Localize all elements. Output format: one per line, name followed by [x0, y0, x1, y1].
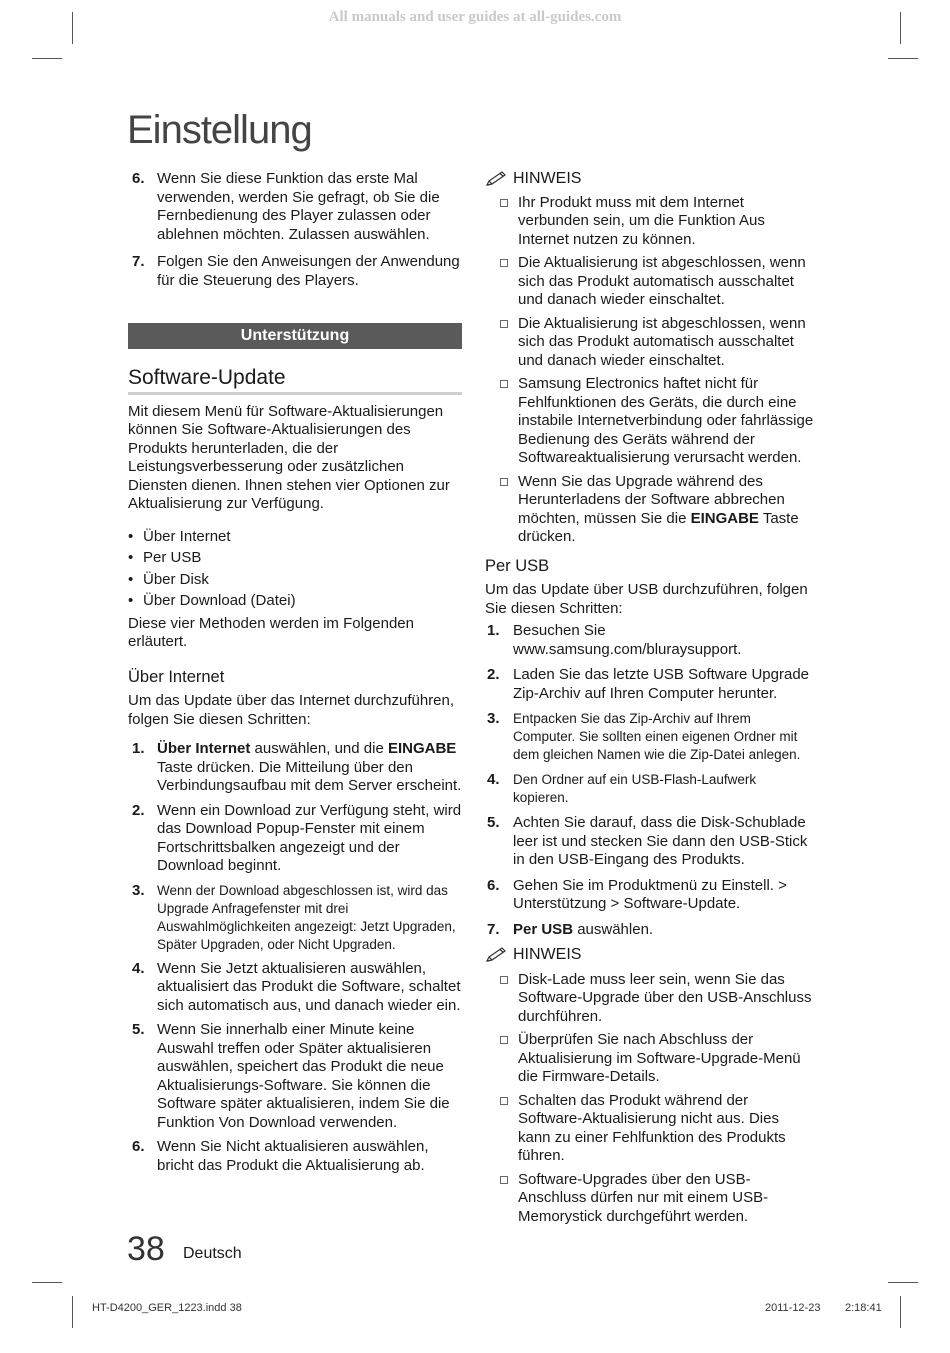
crop-mark	[72, 1296, 73, 1328]
list-item: • Über Internet	[128, 526, 462, 548]
note-header	[485, 946, 815, 965]
step-number: 3.	[487, 710, 500, 727]
step-text: Achten Sie darauf, dass die Disk-Schublade leer ist und stecken Sie dann den USB-Stick in den USB-Eingang des Produkts.	[513, 814, 808, 868]
step-number: 6.	[132, 1138, 145, 1155]
step-text: Den Ordner auf ein USB-Flash-Laufwerk kopieren.	[513, 772, 757, 805]
note-text: Wenn Sie das Upgrade während des Herunterladens der Software abbrechen möchten, müssen Sie die	[518, 472, 785, 527]
step-text: Wenn Sie Nicht aktualisieren auswählen, bricht das Produkt die Aktualisierung ab.	[157, 1138, 429, 1174]
page-number: 38	[127, 1230, 165, 1268]
page-language: Deutsch	[183, 1245, 242, 1262]
note-text: Taste drücken.	[518, 509, 799, 545]
right-column	[485, 170, 815, 1231]
square-bullet-icon	[500, 320, 508, 328]
list-item	[485, 877, 815, 914]
step-number: 7.	[487, 920, 500, 938]
section-bar: Unterstützung	[128, 323, 462, 349]
step-text: Wenn der Download abgeschlossen ist, wird das Upgrade Anfragefenster mit drei Auswahlmöglichkeiten angezeigt: Jetzt Upgraden, Später Upgraden, oder Nicht Upgraden.	[157, 882, 456, 952]
step-text: Gehen Sie im Produktmenü zu Einstell. > Unterstützung > Software-Update.	[513, 876, 787, 912]
list-item	[128, 1021, 462, 1132]
print-date: 2011-12-23	[765, 1302, 821, 1314]
usb-steps	[485, 622, 815, 939]
internet-intro: Um das Update über das Internet durchzuführen, folgen Sie diesen Schritten:	[128, 692, 455, 728]
square-bullet-icon	[500, 1176, 508, 1184]
step-text: Laden Sie das letzte USB Software Upgrade Zip-Archiv auf Ihren Computer herunter.	[513, 666, 810, 702]
list-item	[485, 814, 815, 870]
step-number: 6.	[487, 876, 500, 894]
step-number: 2.	[487, 666, 500, 683]
note-text: Disk-Lade muss leer sein, wenn Sie das Software-Upgrade über den USB-Anschluss durchführen.	[518, 970, 812, 1025]
list-item: • Über Download (Datei)	[128, 590, 462, 612]
crop-mark	[900, 12, 901, 44]
step-number: 4.	[487, 771, 500, 788]
page-title: Einstellung	[127, 108, 312, 152]
step-text: Wenn Sie diese Funktion das erste Mal verwenden, werden Sie gefragt, ob Sie die Fernbedienung des Player zulassen oder ablehnen möchten. Zulassen auswählen.	[157, 170, 440, 243]
list-item	[485, 194, 815, 250]
step-text: Wenn ein Download zur Verfügung steht, wird das Download Popup-Fenster mit einem Fortschrittsbalken angezeigt und der Download beginnt.	[157, 801, 462, 874]
step-number: 5.	[487, 814, 500, 831]
square-bullet-icon	[500, 976, 508, 984]
list-item	[485, 771, 815, 807]
intro-paragraph: Mit diesem Menü für Software-Aktualisierungen können Sie Software-Aktualisierungen des Produkts herunterladen, die der Leistungsverbesserung oder zusätzlichen Diensten dienen. Ihnen stehen vier Optionen zur Aktualisierung zur Verfügung.	[128, 402, 450, 512]
note-text: Die Aktualisierung ist abgeschlossen, wenn sich das Produkt automatisch ausschaltet und danach wieder einschaltet.	[518, 314, 806, 369]
step-text: Besuchen Sie www.samsung.com/bluraysupport.	[513, 622, 742, 658]
options-list	[128, 526, 462, 612]
step-text: Wenn Sie Jetzt aktualisieren auswählen, aktualisiert das Produkt die Software, schaltet sich automatisch aus, und danach wieder ein.	[157, 959, 461, 1014]
watermark: All manuals and user guides at all-guides.com	[328, 9, 622, 25]
crop-mark	[900, 1296, 901, 1328]
square-bullet-icon	[500, 1036, 508, 1044]
step-text: auswählen, und die	[250, 740, 388, 757]
subheading-internet: Über Internet	[128, 667, 225, 686]
print-file-name: HT-D4200_GER_1223.indd 38	[92, 1302, 242, 1314]
list-item	[485, 254, 815, 310]
step-number: 6.	[132, 170, 145, 187]
list-item	[485, 666, 815, 703]
square-bullet-icon	[500, 380, 508, 388]
list-item	[485, 622, 815, 659]
bold-term: EINGABE	[690, 509, 759, 527]
subheading-usb: Per USB	[485, 556, 550, 575]
list-item	[128, 1138, 462, 1175]
list-item	[128, 882, 462, 954]
step-number: 4.	[132, 959, 145, 977]
list-item	[485, 1171, 815, 1227]
list-item	[128, 960, 462, 1016]
pencil-icon	[485, 170, 509, 188]
note-text: Die Aktualisierung ist abgeschlossen, wenn sich das Produkt automatisch ausschaltet und danach wieder einschaltet.	[518, 254, 806, 308]
list-item	[485, 315, 815, 371]
list-item	[485, 1092, 815, 1166]
step-number: 2.	[132, 801, 145, 819]
step-number: 5.	[132, 1021, 145, 1038]
note-header	[485, 170, 815, 189]
print-time: 2:18:41	[845, 1302, 882, 1314]
step-text: Entpacken Sie das Zip-Archiv auf Ihrem Computer. Sie sollten einen eigenen Ordner mit dem gleichen Namen wie die Zip-Datei anlegen.	[513, 711, 801, 762]
bold-term: Über Internet	[157, 740, 251, 757]
note-text: Schalten das Produkt während der Software-Aktualisierung nicht aus. Dies kann zu einer Fehlfunktion des Produkts führen.	[518, 1091, 786, 1164]
step-number: 1.	[487, 622, 500, 639]
step-number: 1.	[132, 740, 145, 757]
step-text: Folgen Sie den Anweisungen der Anwendung für die Steuerung des Players.	[157, 253, 460, 289]
left-column	[128, 170, 462, 1181]
methods-text: Diese vier Methoden werden im Folgenden erläutert.	[128, 614, 414, 650]
crop-mark	[72, 12, 73, 44]
note-text: Überprüfen Sie nach Abschluss der Aktualisierung im Software-Upgrade-Menü die Firmware-Details.	[518, 1031, 801, 1085]
crop-mark	[888, 1282, 918, 1283]
list-item	[485, 921, 815, 940]
square-bullet-icon	[500, 1097, 508, 1105]
note-text: Software-Upgrades über den USB-Anschluss dürfen nur mit einem USB-Memorystick durchgeführt werden.	[518, 1170, 769, 1225]
crop-mark	[32, 58, 62, 59]
notes-list	[485, 194, 815, 547]
note-text: Ihr Produkt muss mit dem Internet verbunden sein, um die Funktion Aus Internet nutzen zu können.	[518, 193, 765, 248]
list-item	[128, 253, 462, 290]
bold-term: EINGABE	[387, 740, 457, 757]
square-bullet-icon	[500, 259, 508, 267]
note-label: HINWEIS	[513, 946, 582, 963]
list-item: • Über Disk	[128, 569, 462, 591]
crop-mark	[888, 58, 918, 59]
intro-steps	[128, 170, 462, 290]
step-number: 3.	[132, 881, 145, 899]
list-item	[485, 473, 815, 547]
square-bullet-icon	[500, 199, 508, 207]
list-item	[485, 1031, 815, 1087]
bold-term: Per USB	[513, 920, 574, 938]
note-text: Samsung Electronics haftet nicht für Fehlfunktionen des Geräts, die durch eine instabile Internetverbindung oder fahrlässige Bedienung des Geräts während der Softwareaktualisierung verursacht werden.	[518, 375, 814, 466]
list-item	[485, 375, 815, 468]
note-label: HINWEIS	[513, 170, 582, 187]
square-bullet-icon	[500, 478, 508, 486]
section-heading: Software-Update	[128, 369, 462, 395]
step-text: Taste drücken. Die Mitteilung über den Verbindungsaufbau mit dem Server erscheint.	[157, 758, 462, 794]
step-number: 7.	[132, 253, 145, 270]
pencil-icon	[485, 946, 509, 964]
list-item: • Per USB	[128, 547, 462, 569]
list-item	[485, 710, 815, 764]
step-text: Wenn Sie innerhalb einer Minute keine Auswahl treffen oder Später aktualisieren auswählen, speichert das Produkt die neue Aktualisierungs-Software. Sie können die Software später aktualisieren, indem Sie die Funktion Von Download verwenden.	[157, 1021, 450, 1131]
list-item	[128, 170, 462, 244]
crop-mark	[32, 1282, 62, 1283]
list-item	[128, 740, 462, 796]
internet-steps	[128, 740, 462, 1175]
usb-intro: Um das Update über USB durchzuführen, folgen Sie diesen Schritten:	[485, 581, 808, 617]
step-text: auswählen.	[573, 920, 654, 938]
notes-list	[485, 971, 815, 1227]
list-item	[485, 971, 815, 1027]
list-item	[128, 802, 462, 876]
